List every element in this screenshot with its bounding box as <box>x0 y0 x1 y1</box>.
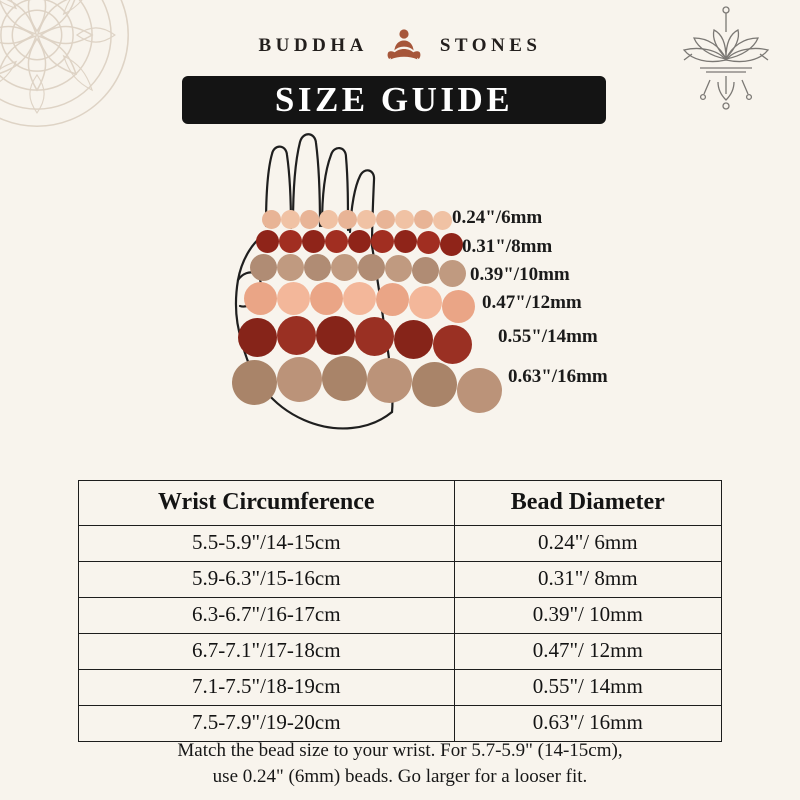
bead-size-labels <box>430 128 690 408</box>
buddha-meditation-icon <box>382 26 426 66</box>
table-header-wrist: Wrist Circumference <box>79 481 455 526</box>
page-title <box>182 76 606 124</box>
wrist-cell: 5.9-6.3"/15-16cm <box>79 562 455 598</box>
bead-cell: 0.63"/ 16mm <box>454 706 721 742</box>
wrist-cell: 7.5-7.9"/19-20cm <box>79 706 455 742</box>
table-row <box>79 562 722 598</box>
table-row <box>79 634 722 670</box>
size-table <box>78 480 722 742</box>
bead-size-label-16mm: 0.63"/16mm <box>508 366 608 387</box>
bead-cell: 0.24"/ 6mm <box>454 526 721 562</box>
wrist-cell: 5.5-5.9"/14-15cm <box>79 526 455 562</box>
bead-cell: 0.47"/ 12mm <box>454 634 721 670</box>
table-header-row <box>79 481 722 526</box>
page-title-text: SIZE GUIDE <box>274 80 514 119</box>
wrist-cell: 6.7-7.1"/17-18cm <box>79 634 455 670</box>
table-header-bead: Bead Diameter <box>454 481 721 526</box>
table-row <box>79 706 722 742</box>
bead-cell: 0.55"/ 14mm <box>454 670 721 706</box>
table-row <box>79 670 722 706</box>
bead-cell: 0.31"/ 8mm <box>454 562 721 598</box>
footer-line-1: Match the bead size to your wrist. For 5.7-5.9" (14-15cm), <box>177 740 623 761</box>
table-row <box>79 526 722 562</box>
brand-word-left: BUDDHA <box>258 35 368 56</box>
bead-size-label-14mm: 0.55"/14mm <box>498 326 598 347</box>
brand-header <box>0 26 800 66</box>
wrist-cell: 7.1-7.5"/18-19cm <box>79 670 455 706</box>
table-row <box>79 598 722 634</box>
bead-size-label-10mm: 0.39"/10mm <box>470 264 570 285</box>
brand-word-right: STONES <box>439 35 542 56</box>
bead-size-label-12mm: 0.47"/12mm <box>482 292 582 313</box>
bead-size-label-8mm: 0.31"/8mm <box>462 236 553 257</box>
bead-size-label-6mm: 0.24"/6mm <box>452 207 543 228</box>
bead-cell: 0.39"/ 10mm <box>454 598 721 634</box>
footer-note <box>0 738 800 790</box>
wrist-cell: 6.3-6.7"/16-17cm <box>79 598 455 634</box>
footer-line-2: use 0.24" (6mm) beads. Go larger for a looser fit. <box>212 766 588 787</box>
